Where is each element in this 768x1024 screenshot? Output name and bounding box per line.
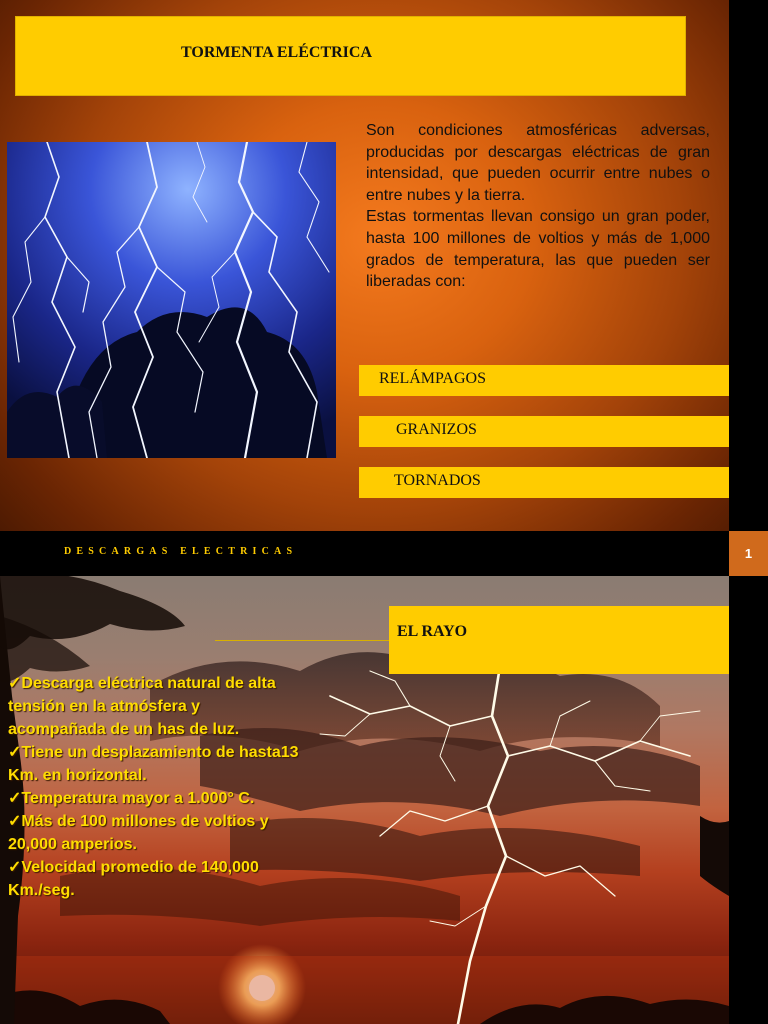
fact-line: ✓Velocidad promedio de 140,000 xyxy=(8,859,259,876)
fact-line: Km. en horizontal. xyxy=(8,767,147,784)
fact-line: ✓Descarga eléctrica natural de alta xyxy=(8,675,276,692)
page-number-badge: 1 xyxy=(729,531,768,576)
item-label-tornados: TORNADOS xyxy=(394,472,481,489)
item-label-granizos: GRANIZOS xyxy=(396,421,477,438)
right-margin xyxy=(729,576,768,1024)
intro-text xyxy=(366,120,710,293)
rayo-facts-list xyxy=(8,672,368,902)
item-bar-relampagos xyxy=(359,365,729,396)
fact-line: 20,000 amperios. xyxy=(8,836,137,853)
slide-2-title: EL RAYO xyxy=(397,623,468,640)
item-label-relampagos: RELÁMPAGOS xyxy=(379,370,486,387)
intro-paragraph-1: Son condiciones atmosféricas adversas, producidas por descargas eléctricas de gran intensidad, que pueden ocurrir entre nubes o entre nubes y la tierra. xyxy=(366,122,710,204)
fact-line: ✓Temperatura mayor a 1.000° C. xyxy=(8,790,255,807)
slide-1-title: TORMENTA ELÉCTRICA xyxy=(181,44,372,61)
lightning-storm-image xyxy=(7,142,336,458)
fact-line: ✓Más de 100 millones de voltios y xyxy=(8,813,269,830)
slide-1 xyxy=(0,0,729,531)
fact-line: acompañada de un has de luz. xyxy=(8,721,240,738)
fact-line: Km./seg. xyxy=(8,882,75,899)
fact-line: ✓Tiene un desplazamiento de hasta13 xyxy=(8,744,299,761)
item-bar-granizos xyxy=(359,416,729,447)
title-banner xyxy=(15,16,686,96)
rayo-title-banner xyxy=(389,606,729,674)
slide-footer xyxy=(0,531,768,576)
slide-2 xyxy=(0,576,729,1024)
title-rule xyxy=(215,640,389,641)
fact-line: tensión en la atmósfera y xyxy=(8,698,201,715)
item-bar-tornados xyxy=(359,467,729,498)
intro-paragraph-2: Estas tormentas llevan consigo un gran poder, hasta 100 millones de voltios y más de 1,000 grados de temperatura, las que pueden ser liberadas con: xyxy=(366,208,710,291)
footer-caption: DESCARGAS ELECTRICAS xyxy=(64,546,298,557)
